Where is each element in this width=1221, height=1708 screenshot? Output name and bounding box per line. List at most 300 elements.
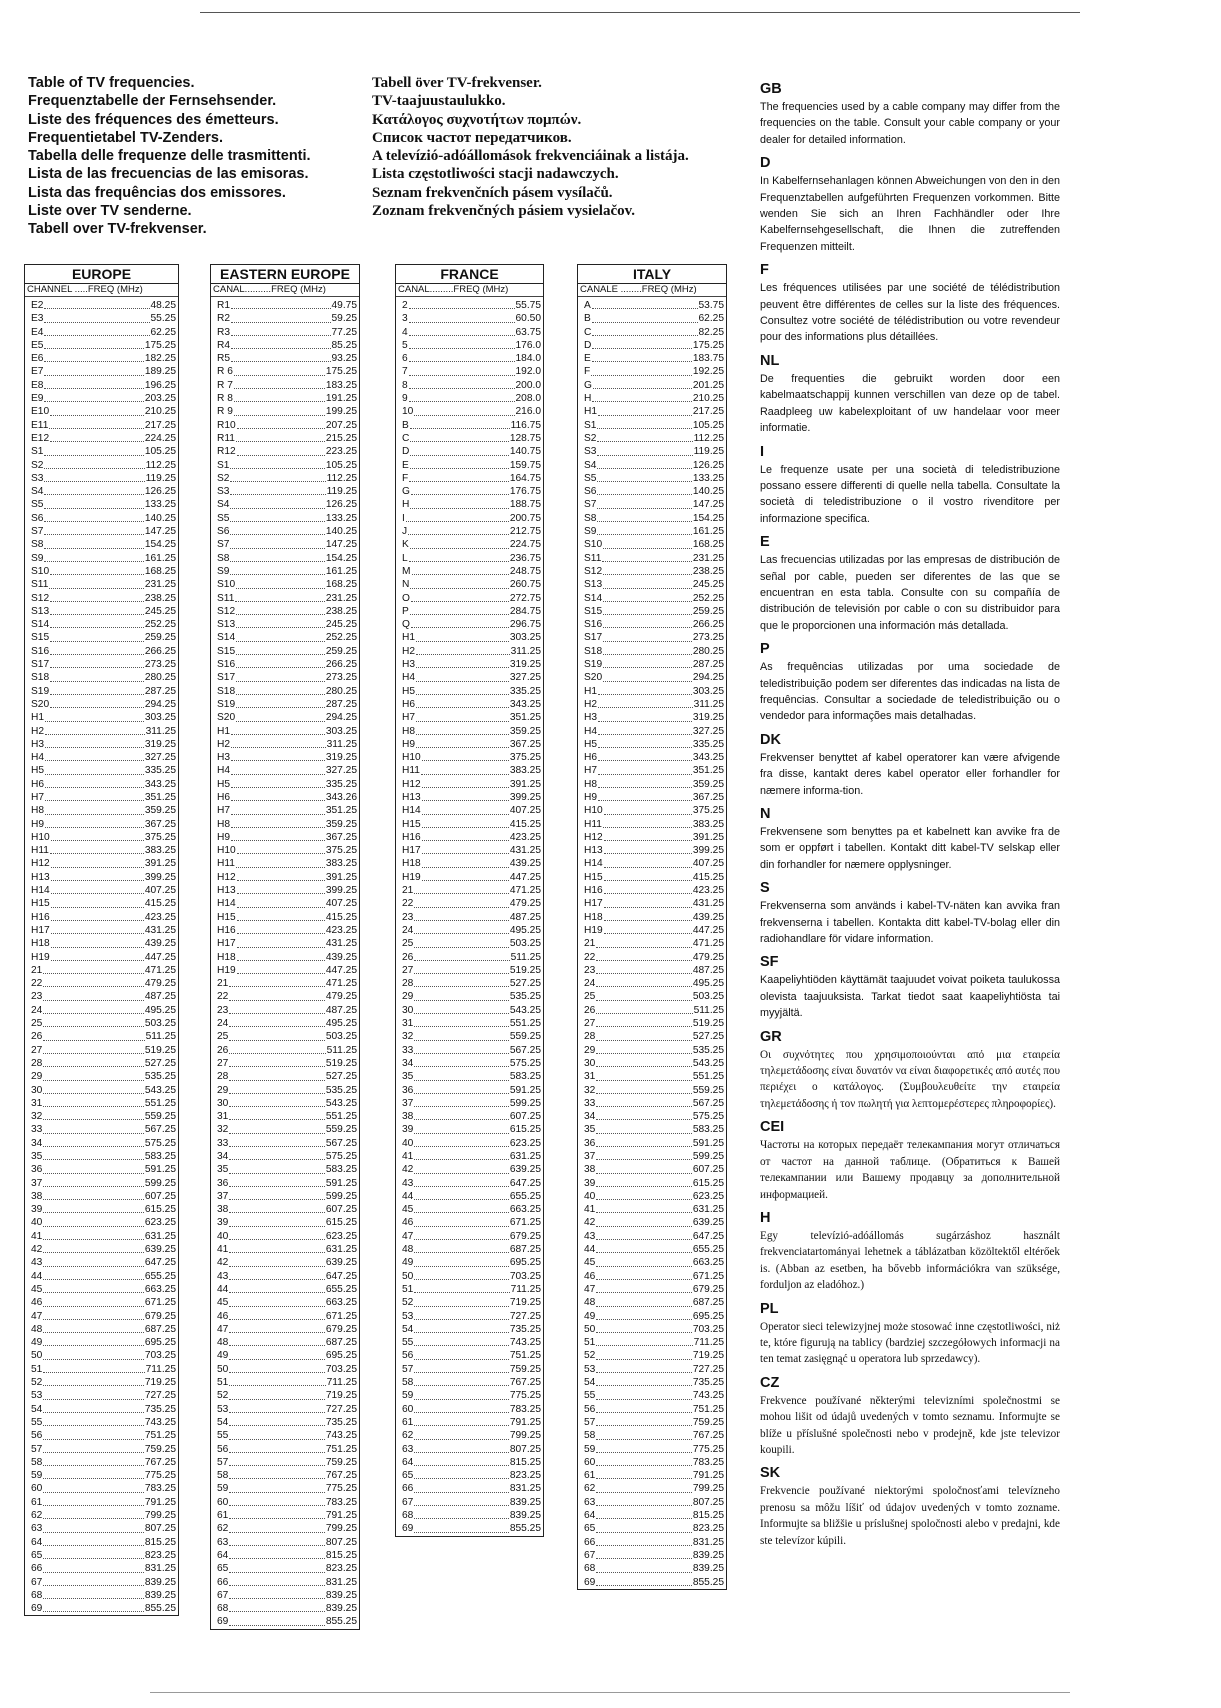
frequency-cell: 823.25 (144, 1549, 176, 1561)
channel-cell: S13 (584, 579, 603, 591)
dot-leader (50, 605, 144, 615)
title-line: A televízió-adóállomások frekvenciáinak a listája. (372, 148, 689, 165)
table-row (396, 1416, 543, 1429)
dot-leader (414, 405, 514, 415)
table-row (211, 365, 359, 378)
table-row (211, 951, 359, 964)
dot-leader (603, 645, 692, 655)
channel-cell: 54 (584, 1377, 596, 1389)
channel-cell: S16 (31, 645, 50, 657)
dot-leader (229, 1389, 324, 1399)
channel-cell: 43 (31, 1257, 43, 1269)
channel-cell: H11 (584, 818, 602, 830)
table-row (25, 1004, 178, 1017)
table-row (578, 791, 726, 804)
frequency-cell: 431.25 (144, 924, 176, 936)
table-row (25, 1363, 178, 1376)
table-row (211, 1230, 359, 1243)
dot-leader (234, 392, 325, 402)
frequency-cell: 471.25 (692, 938, 724, 950)
dot-leader (597, 445, 692, 455)
channel-cell: 25 (31, 1018, 43, 1030)
channel-cell: S18 (584, 645, 603, 657)
channel-cell: H7 (217, 805, 231, 817)
dot-leader (414, 1230, 508, 1240)
channel-cell: 54 (402, 1323, 414, 1335)
frequency-cell: 823.25 (692, 1523, 724, 1535)
title-line: Κατάλογος συχνοτήτων πομπών. (372, 111, 582, 128)
dot-leader (593, 379, 692, 389)
channel-cell: B (402, 419, 409, 431)
frequency-cell: 591.25 (144, 1164, 176, 1176)
table-row (396, 844, 543, 857)
dot-leader (229, 1615, 324, 1625)
title-line: Tabell över TV-frekvenser. (372, 75, 542, 91)
channel-cell: 35 (31, 1151, 43, 1162)
table-row (25, 711, 178, 724)
dot-leader (596, 1057, 691, 1067)
dot-leader (596, 1030, 691, 1040)
table-row (211, 459, 359, 472)
channel-cell: H19 (402, 871, 421, 883)
frequency-cell: 735.25 (509, 1323, 541, 1335)
frequency-cell: 296.75 (509, 619, 541, 631)
table-row (578, 618, 726, 631)
dot-leader (43, 1536, 143, 1546)
dot-leader (604, 911, 692, 921)
frequency-cell: 503.25 (325, 1031, 357, 1043)
frequency-cell: 839.25 (692, 1549, 724, 1561)
frequency-cell: 527.25 (144, 1057, 176, 1069)
dot-leader (51, 897, 144, 907)
table-row (25, 1070, 178, 1083)
table-row (396, 791, 543, 804)
frequency-cell: 303.25 (325, 725, 357, 737)
frequency-cell: 231.25 (325, 592, 357, 604)
language-text: Частоты на которых передаёт телекампания могут отличаться от частот на данной таблице. (Обратиться к Вашей телекампании или Вашему продавцу за дополнительной информацией. (760, 1139, 1060, 1201)
frequency-cell: 799.25 (325, 1523, 357, 1535)
table-row (578, 1270, 726, 1283)
table-row (578, 1150, 726, 1163)
channel-cell: E4 (31, 326, 44, 338)
frequency-cell: 799.25 (692, 1483, 724, 1495)
channel-cell: H10 (217, 845, 236, 857)
channel-cell: 65 (217, 1563, 229, 1575)
table-row (211, 392, 359, 405)
frequency-cell: 735.25 (144, 1403, 176, 1415)
frequency-cell: 647.25 (509, 1177, 541, 1189)
table-row (25, 857, 178, 870)
dot-leader (230, 472, 325, 482)
channel-cell: 52 (217, 1390, 229, 1402)
channel-cell: S17 (217, 672, 236, 684)
frequency-cell: 85.25 (331, 339, 357, 351)
dot-leader (416, 631, 509, 641)
channel-cell: S15 (31, 632, 50, 644)
dot-leader (410, 419, 510, 429)
dot-leader (231, 804, 325, 814)
channel-cell: 29 (31, 1071, 43, 1083)
frequency-cell: 119.25 (145, 472, 176, 484)
table-row (211, 1177, 359, 1190)
channel-cell: 35 (402, 1071, 414, 1083)
table-row (211, 498, 359, 511)
frequency-cell: 575.25 (325, 1151, 357, 1162)
dot-leader (414, 937, 508, 947)
frequency-cell: 823.25 (325, 1563, 357, 1575)
table-row (396, 738, 543, 751)
channel-cell: 45 (31, 1283, 43, 1295)
frequency-cell: 133.25 (144, 499, 176, 511)
frequency-cell: 775.25 (692, 1443, 724, 1455)
table-row (25, 751, 178, 764)
dot-leader (50, 565, 144, 575)
dot-leader (603, 565, 692, 575)
channel-cell: 22 (402, 898, 414, 910)
dot-leader (596, 1190, 691, 1200)
frequency-cell: 60.50 (515, 313, 541, 325)
table-row (25, 951, 178, 964)
table-row (578, 1004, 726, 1017)
dot-leader (596, 1443, 691, 1453)
table-row (396, 299, 543, 312)
frequency-cell: 447.25 (509, 871, 541, 883)
dot-leader (43, 1150, 143, 1160)
frequency-cell: 815.25 (692, 1510, 724, 1522)
table-row (396, 1030, 543, 1043)
table-row (211, 990, 359, 1003)
table-row (396, 578, 543, 591)
channel-cell: 45 (584, 1257, 596, 1269)
table-row (211, 552, 359, 565)
frequency-cell: 128.75 (509, 432, 541, 444)
channel-cell: H4 (31, 752, 45, 764)
dot-leader (237, 419, 325, 429)
channel-cell: 25 (402, 938, 414, 950)
channel-cell: S9 (217, 565, 230, 577)
dot-leader (598, 405, 692, 415)
frequency-cell: 273.25 (325, 672, 357, 684)
table-row (25, 1203, 178, 1216)
channel-cell: H18 (31, 938, 50, 950)
frequency-cell: 367.25 (692, 791, 724, 803)
channel-cell: R2 (217, 313, 231, 325)
table-row (25, 1270, 178, 1283)
frequency-cell: 154.25 (144, 539, 176, 551)
channel-cell: R12 (217, 446, 236, 458)
channel-cell: 58 (402, 1377, 414, 1389)
channel-cell: H9 (217, 831, 231, 843)
frequency-cell: 807.25 (325, 1536, 357, 1548)
dot-leader (229, 1017, 324, 1027)
frequency-cell: 183.75 (692, 353, 724, 365)
channel-cell: H12 (217, 871, 236, 883)
channel-cell: 68 (402, 1510, 414, 1522)
channel-cell: H3 (402, 659, 416, 671)
frequency-cell: 231.25 (144, 579, 176, 591)
table-row (25, 1443, 178, 1456)
frequency-cell: 105.25 (692, 419, 724, 431)
title-line: TV-taajuustaulukko. (372, 93, 506, 110)
dot-leader (43, 1456, 143, 1466)
frequency-cell: 591.25 (325, 1177, 357, 1189)
dot-leader (231, 339, 330, 349)
channel-cell: 35 (584, 1124, 596, 1136)
frequency-cell: 407.25 (692, 858, 724, 870)
frequency-cell: 245.25 (144, 605, 176, 617)
channel-cell: 46 (584, 1270, 596, 1282)
table-row (578, 1363, 726, 1376)
channel-cell: H13 (31, 871, 50, 883)
title-line: Liste des fréquences des émetteurs. (28, 111, 279, 128)
dot-leader (236, 645, 325, 655)
frequency-cell: 535.25 (509, 991, 541, 1003)
language-text: Le frequenze usate per una società di teledistribuzione possano essere differenti di quelle nella tabella. Consultate la società di teledistribuzione o il vostro rivenditore per informazione specifica. (760, 463, 1060, 525)
dot-leader (234, 379, 325, 389)
channel-cell: 34 (31, 1137, 43, 1149)
channel-cell: H1 (217, 725, 231, 737)
channel-cell: 42 (217, 1257, 229, 1269)
table-row (211, 818, 359, 831)
dot-leader (50, 592, 144, 602)
frequency-cell: 623.25 (509, 1137, 541, 1149)
table-row (396, 1323, 543, 1336)
dot-leader (421, 764, 509, 774)
frequency-cell: 303.25 (144, 712, 176, 724)
dot-leader (422, 778, 509, 788)
dot-leader (229, 1456, 324, 1466)
table-row (578, 352, 726, 365)
dot-leader (229, 1482, 324, 1492)
frequency-cell: 727.25 (692, 1363, 724, 1375)
dot-leader (414, 1004, 508, 1014)
dot-leader (414, 1482, 508, 1492)
channel-cell: 51 (31, 1363, 43, 1375)
table-row (578, 937, 726, 950)
frequency-cell: 839.25 (144, 1576, 176, 1588)
frequency-cell: 767.25 (692, 1430, 724, 1442)
table-row (25, 738, 178, 751)
dot-leader (408, 525, 509, 535)
table-row (25, 1429, 178, 1442)
channel-cell: 68 (31, 1589, 43, 1601)
channel-cell: 24 (402, 924, 414, 936)
frequency-cell: 351.25 (144, 791, 176, 803)
channel-cell: S11 (584, 552, 602, 564)
channel-cell: E11 (31, 419, 49, 431)
channel-cell: E5 (31, 339, 44, 351)
dot-leader (43, 1389, 143, 1399)
frequency-cell: 695.25 (692, 1310, 724, 1322)
frequency-cell: 607.25 (692, 1164, 724, 1176)
channel-cell: S2 (584, 432, 597, 444)
table-row (396, 1270, 543, 1283)
channel-cell: S14 (31, 619, 50, 631)
channel-cell: 45 (217, 1297, 229, 1309)
frequency-cell: 679.25 (325, 1323, 357, 1335)
frequency-cell: 511.25 (510, 951, 541, 963)
frequency-cell: 59.25 (331, 313, 357, 325)
dot-leader (229, 1004, 324, 1014)
frequency-cell: 711.25 (326, 1377, 357, 1389)
channel-cell: 60 (584, 1456, 596, 1468)
channel-cell: 26 (31, 1031, 43, 1043)
dot-leader (229, 1349, 324, 1359)
frequency-cell: 543.25 (692, 1057, 724, 1069)
dot-leader (231, 725, 325, 735)
frequency-cell: 217.25 (144, 419, 176, 431)
table-row (211, 857, 359, 870)
frequency-cell: 639.25 (692, 1217, 724, 1229)
channel-cell: 26 (584, 1004, 596, 1016)
table-row (25, 445, 178, 458)
frequency-cell: 62.25 (698, 313, 724, 325)
channel-cell: 30 (31, 1084, 43, 1096)
frequency-cell: 391.25 (509, 778, 541, 790)
frequency-cell: 655.25 (692, 1244, 724, 1256)
table-row (211, 1403, 359, 1416)
channel-cell: 65 (584, 1523, 596, 1535)
table-row (578, 1296, 726, 1309)
table-row (211, 1256, 359, 1269)
frequency-cell: 359.25 (509, 725, 541, 737)
frequency-cell: 210.25 (144, 406, 176, 418)
table-row (396, 725, 543, 738)
dot-leader (43, 1549, 143, 1559)
table-row (211, 1310, 359, 1323)
table-row (396, 1150, 543, 1163)
frequency-cell: 133.25 (325, 512, 357, 524)
frequency-cell: 431.25 (692, 898, 724, 910)
frequency-cell: 535.25 (144, 1071, 176, 1083)
channel-cell: R11 (217, 432, 235, 444)
dot-leader (43, 1057, 143, 1067)
dot-leader (44, 339, 143, 349)
channel-cell: 39 (217, 1217, 229, 1229)
dot-leader (51, 911, 144, 921)
language-text: Operator sieci telewizyjnej może stosować inne częstotliwości, niż te, które figurują na tablicy (bardziej szczegółowych informacji na ten temat zasięgnąć u operatora lub sprzedawcy). (760, 1320, 1060, 1366)
frequency-cell: 266.25 (325, 659, 357, 671)
table-row (211, 1123, 359, 1136)
channel-cell: R 7 (217, 379, 233, 391)
table-row (211, 1602, 359, 1615)
channel-cell: S7 (217, 539, 230, 551)
channel-cell: S3 (217, 486, 230, 498)
channel-cell: 37 (217, 1190, 229, 1202)
frequency-cell: 655.25 (509, 1190, 541, 1202)
dot-leader (596, 1216, 691, 1226)
channel-cell: 57 (402, 1363, 414, 1375)
table-row (211, 1283, 359, 1296)
channel-cell: 66 (402, 1483, 414, 1495)
dot-leader (411, 485, 509, 495)
frequency-cell: 639.25 (325, 1257, 357, 1269)
table-row (25, 352, 178, 365)
dot-leader (591, 365, 692, 375)
dot-leader (604, 804, 692, 814)
frequency-cell: 535.25 (325, 1084, 357, 1096)
titles-right (372, 74, 689, 220)
dot-leader (230, 538, 324, 548)
channel-cell: H1 (402, 632, 416, 644)
dot-leader (596, 1456, 691, 1466)
frequency-cell: 399.25 (509, 791, 541, 803)
table-row (25, 1110, 178, 1123)
channel-cell: 4 (402, 326, 408, 338)
language-text: In Kabelfernsehanlagen können Abweichungen von den in den Frequenztabellen aufgeführten Frequenzen vorkommen. Bitte wenden Sie sich an Ihren Fachhändler oder Ihre Kabelfernsehgesellschaft, die Ihnen die zutreffenden Frequenzen mitteilt. (760, 175, 1060, 253)
title-line: Liste over TV senderne. (28, 203, 192, 220)
frequency-cell: 527.25 (509, 978, 541, 990)
dot-leader (43, 964, 143, 974)
dot-leader (45, 778, 144, 788)
channel-cell: R4 (217, 339, 231, 351)
table-row (25, 472, 178, 485)
table-row (396, 1177, 543, 1190)
dot-leader (43, 1482, 143, 1492)
dot-leader (237, 937, 325, 947)
channel-cell: R3 (217, 326, 231, 338)
dot-leader (236, 618, 325, 628)
table-row (25, 698, 178, 711)
table-row (578, 1323, 726, 1336)
channel-cell: 28 (31, 1057, 43, 1069)
table-header: CHANNEL .....FREQ (MHz) (25, 284, 178, 297)
table-row (211, 1296, 359, 1309)
frequency-cell: 751.25 (325, 1443, 357, 1455)
dot-leader (414, 1310, 508, 1320)
frequency-cell: 375.25 (692, 805, 724, 817)
frequency-cell: 407.25 (509, 805, 541, 817)
frequency-cell: 687.25 (509, 1244, 541, 1256)
channel-cell: H19 (584, 924, 603, 936)
channel-cell: S11 (31, 579, 49, 591)
table-row (578, 1137, 726, 1150)
channel-cell: 50 (584, 1323, 596, 1335)
channel-cell: 53 (31, 1390, 43, 1402)
table-row (211, 831, 359, 844)
frequency-cell: 527.25 (692, 1031, 724, 1043)
dot-leader (414, 1376, 508, 1386)
channel-cell: 44 (217, 1283, 229, 1295)
dot-leader (44, 538, 143, 548)
channel-cell: H8 (31, 805, 45, 817)
frequency-cell: 647.25 (325, 1270, 357, 1282)
channel-cell: 42 (31, 1244, 43, 1256)
dot-leader (416, 658, 509, 668)
table-row (578, 1509, 726, 1522)
channel-cell: 39 (402, 1124, 414, 1136)
frequency-cell: 431.25 (509, 845, 541, 857)
frequency-cell: 119.25 (326, 486, 357, 498)
channel-cell: C (402, 432, 410, 444)
frequency-cell: 215.25 (325, 432, 357, 444)
table-row (396, 1110, 543, 1123)
frequency-cell: 527.25 (325, 1071, 357, 1083)
frequency-cell: 719.25 (144, 1377, 176, 1389)
frequency-cell: 487.25 (144, 991, 176, 1003)
channel-cell: 63 (584, 1496, 596, 1508)
channel-cell: 44 (31, 1270, 43, 1282)
table-row (211, 1496, 359, 1509)
table-row (578, 578, 726, 591)
table-row (578, 405, 726, 418)
channel-cell: 62 (217, 1523, 229, 1535)
dot-leader (229, 1296, 324, 1306)
channel-cell: R10 (217, 419, 236, 431)
table-row (396, 711, 543, 724)
table-row (25, 419, 178, 432)
dot-leader (598, 725, 692, 735)
